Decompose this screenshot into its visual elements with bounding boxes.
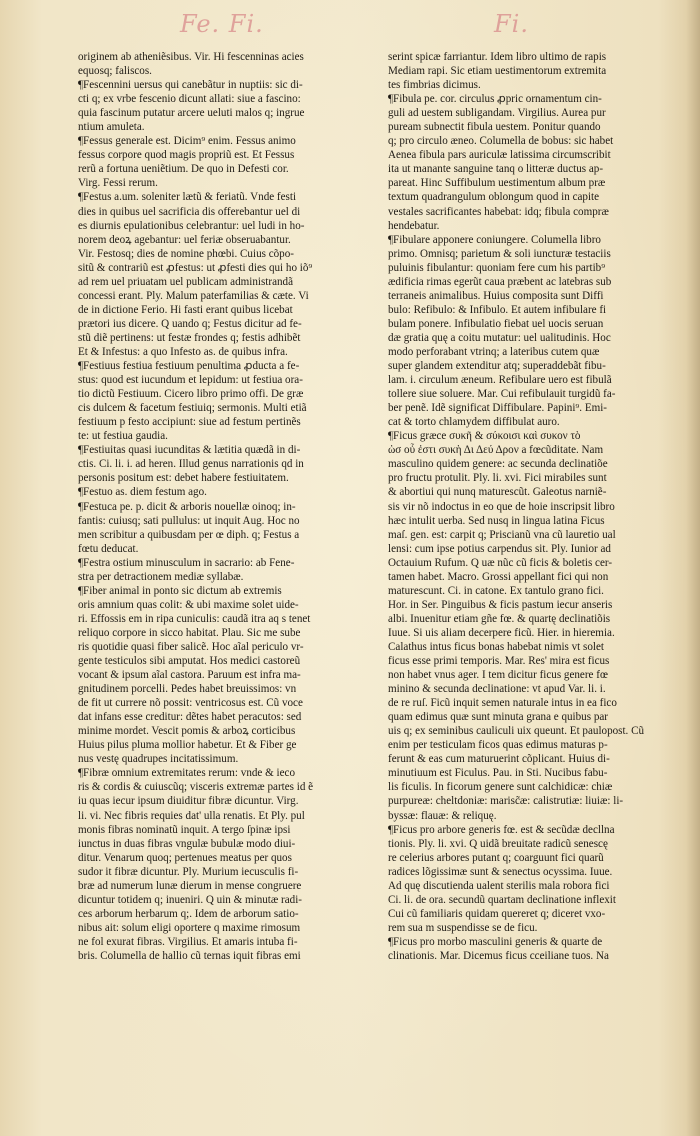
text-line: uis q; ex seminibus cauliculi uix queunt. Et paulopost. Cũ	[388, 725, 645, 738]
text-line: bris. Columella de hallio cũ ternas iquit fibras emi	[78, 950, 301, 962]
text-line: stra per detractionem mediæ syllabæ.	[78, 570, 244, 583]
text-line: enim per testiculam ficos quas edimus maturas p-	[388, 739, 608, 752]
text-line: super glandem extenditur atq; superaddebãt fibu-	[388, 360, 606, 373]
text-line: concessi erant. Ply. Malum paterfamilias & cæte. Vi	[78, 289, 309, 302]
text-line: dies in quibus uel sacrificia dis offerebantur uel di	[78, 205, 301, 218]
text-line: ¶Fescennini uersus qui canebãtur in nuptiis: sic di-	[78, 79, 303, 92]
text-line: lis ficulis. In ficorum genere sunt calchidicæ: chiæ	[388, 781, 613, 794]
text-line: ¶Festuca pe. p. dicit & arboris nouellæ oinoq; in-	[78, 500, 296, 513]
text-line: ri. Effossis em in ripa cuniculis: caudã itra aq s tenet	[78, 612, 311, 625]
text-line: de fit ut currere nõ possit: ventricosus est. Cũ voce	[78, 697, 303, 710]
text-line: ctis. Ci. li. i. ad heren. Illud genus narrationis qd in	[78, 458, 304, 471]
text-line: nus vestę quadrupes incitatissimum.	[78, 753, 239, 766]
text-line: bulam ponere. Infibulatio fiebat uel uocis seruan	[388, 317, 604, 330]
text-line: es diurnis epulationibus celebrantur: uel ludi in ho-	[78, 219, 305, 232]
text-line: li. vi. Nec fibris requies dat' ulla renatis. Et Ply. pul	[78, 809, 305, 822]
text-line: bulo: Refibulo: & Infibulo. Et autem infibulare fi	[388, 303, 607, 316]
text-line: puluinis fibulantur: quoniam fere cum his partib⁹	[388, 261, 606, 274]
text-line: pareat. Hinc Suffibulum uestimentum album præ	[388, 177, 606, 190]
text-line: & abortiui qui nunq maturescũt. Galeotus narniẽ-	[388, 486, 607, 499]
text-line: originem ab atheniẽsibus. Vir. Hi fescenninas acies	[78, 51, 304, 63]
text-line: tes fimbrias dicimus.	[388, 79, 481, 92]
text-line: ¶Fessus generale est. Dicim⁹ enim. Fessus animo	[78, 135, 296, 148]
text-line: oris amnium quas colit: & ubi maxime solet uide-	[78, 598, 299, 611]
text-line: ¶Fibræ omnium extremitates rerum: vnde & ieco	[78, 767, 295, 780]
text-column-right	[388, 50, 688, 963]
page-heading-right: Fi.	[494, 10, 529, 38]
text-line: minutiuum est Ficulus. Pau. in Sti. Nucibus fabu-	[388, 767, 608, 780]
text-line: ὡσ οὗ ἐστι συκὴ Δι Δεύ Δρον a fœcũditate. Nam	[388, 444, 604, 457]
text-line: hendebatur.	[388, 219, 440, 232]
text-line: pro fructu protulit. Ply. li. xvi. Fici mirabiles sunt	[388, 472, 607, 485]
text-line: gente testiculos sibi amputat. Hos medici castoreũ	[78, 655, 301, 668]
text-line: lam. i. circulum æneum. Refibulare uero est fibulã	[388, 374, 612, 387]
text-line: hæc intulit uerba. Sed nusq in lingua latina Ficus	[388, 514, 605, 527]
text-line: Calathus intus ficus bonas habebat nimis vt solet	[388, 640, 604, 653]
text-line: cat & torto chlamydem diffibulat auro.	[388, 416, 560, 429]
text-line: minino & secunda declinatione: vt apud Var. li. i.	[388, 683, 606, 696]
text-line: Cui cũ familiaris quidam quereret q; diceret vxo-	[388, 907, 606, 920]
text-line: textum quadrangulum oblongum quod in capite	[388, 191, 600, 204]
text-line: Vir. Festosq; dies de nomine phœbi. Cuius cõpo-	[78, 247, 294, 260]
text-line: non habet vnus ager. I tem dicitur ficus genere fœ	[388, 669, 608, 682]
text-line: cis dulcem & facetum festiuiq; sermonis. Multi etiã	[78, 402, 307, 415]
text-line: iu quas iecur ipsum diuiditur fibræ dicuntur. Virg.	[78, 795, 299, 808]
text-line: guli ad uestem subligandam. Virgilius. Aurea pur	[388, 107, 606, 120]
page-heading-left: Fe. Fi.	[180, 10, 264, 38]
text-line: maſ. gen. est: carpit q; Priscianũ vna cũ lauretio ual	[388, 528, 616, 541]
text-line: ¶Fibula pe. cor. circulus ꝓpric ornamentum cin-	[388, 93, 602, 106]
text-line: ces arborum herbarum q;. Idem de arborum satio-	[78, 907, 299, 920]
text-line: Et & Infestus: a quo Infesto as. de quibus infra.	[78, 345, 288, 358]
text-line: ¶Ficus græce συκῆ & σύκοισι καὶ συκον τὸ	[388, 430, 581, 443]
text-line: reliquo corpore in sicco habitat. Plau. Sic me sube	[78, 626, 301, 639]
text-line: ficus esse primi temporis. Mar. Res' mira est ficus	[388, 655, 610, 668]
text-line: tamen habet. Macro. Grossi appellant fici qui non	[388, 570, 609, 583]
text-line: te: ut festiua gaudia.	[78, 430, 168, 443]
text-line: festiuum p festo accipiunt: siue ad festum pertinẽs	[78, 416, 301, 429]
text-line: dæ gratia quę a coitu mutatur: uel ualitudinis. Hoc	[388, 331, 611, 344]
text-line: sitũ & contrariũ est ꝓfestus: ut ꝓfesti dies qui ho iõ⁹	[78, 261, 313, 274]
text-line: clinationis. Mar. Dicemus ficus cceiliane tuos. Na	[388, 950, 609, 962]
text-line: serint spicæ farriantur. Idem libro ultimo de rapis	[388, 51, 607, 63]
text-column-left	[78, 50, 364, 963]
text-line: radices lõgissimæ sunt & senectus ocyssima. Iuue.	[388, 865, 613, 878]
text-line: stus: quod est iucundum et lepidum: ut festiua ora-	[78, 374, 303, 387]
text-line: minime mordet. Vescit pomis & arboꝝ corticibus	[78, 725, 296, 738]
text-line: Iuue. Si uis aliam decerpere ficũ. Hier. in hieremia.	[388, 626, 615, 639]
text-line: ferunt & eas cum maturuerint cõplicant. Huius di-	[388, 753, 610, 766]
text-line: gnitudinem porcelli. Pedes habet breuissimos: vn	[78, 683, 297, 696]
text-line: ¶Festuo as. diem festum ago.	[78, 486, 207, 499]
text-line: Mediam rapi. Sic etiam uestimentorum extremita	[388, 65, 607, 78]
text-line: ntium amuleta.	[78, 121, 145, 134]
text-line: de in dictione Ferio. Hi fasti erant quibus licebat	[78, 303, 293, 316]
text-line: quam edimus quæ sunt minuta grana e quibus par	[388, 711, 608, 724]
text-line: stũ diẽ pertinens: ut festæ frondes q; festis adhibẽt	[78, 331, 301, 344]
text-line: Hor. in Ser. Pinguibus & ficis pastum iecur anseris	[388, 598, 613, 611]
text-line: monis fibras nominatũ inquit. A tergo ſpinæ ipsi	[78, 823, 291, 836]
text-line: puream subnectit fibula uestem. Ponitur quando	[388, 121, 601, 134]
text-line: ¶Festiuus festiua festiuum penultima ꝓducta a fe-	[78, 360, 300, 373]
text-line: ¶Fiber animal in ponto sic dictum ab extremis	[78, 584, 282, 597]
text-line: Virg. Fessi rerum.	[78, 177, 158, 190]
text-line: Huius pilus pluma mollior habetur. Et & Fiber ge	[78, 739, 297, 752]
text-line: Ci. li. de ora. secundũ quartam declinatione inflexit	[388, 893, 616, 906]
text-line: ris & cordis & cuiuscũq; visceris extremæ partes id ẽ	[78, 781, 314, 794]
text-line: byssæ: flauæ: & reliquę.	[388, 809, 497, 822]
text-line: primo. Omnisq; parietum & soli iuncturæ testaciis	[388, 247, 611, 260]
text-line: ris quotidie quasi fiber salicẽ. Hoc aĩal periculo vr-	[78, 640, 304, 653]
text-line: re celerius arbores putant q; coarguunt fici quarũ	[388, 851, 604, 864]
text-line: fessus corpore quod magis propriũ est. Et Fessus	[78, 149, 295, 162]
text-line: tionis. Ply. li. xvi. Q uidã breuitate radicũ senescę	[388, 837, 608, 850]
text-line: purpureæ: cheltdoniæ: marisc̃æ: calistrutiæ: liuiæ: li-	[388, 795, 624, 808]
text-line: personis positum est: debet habere festiuitatem.	[78, 472, 289, 485]
text-line: ¶Ficus pro arbore generis fœ. est & secũdæ decllna	[388, 823, 615, 836]
text-line: Aenea fibula pars auriculæ latissima circumscribit	[388, 149, 611, 162]
text-line: Octauium Rufum. Q uæ nũc cũ ficis & boletis cer-	[388, 556, 613, 569]
text-line: sudor it fibræ dicuntur. Ply. Murium iecusculis fi-	[78, 865, 299, 878]
text-line: tollere siue soluere. Mar. Cui refibulauit turgidũ fa-	[388, 388, 616, 401]
text-line: ¶Fibulare apponere coniungere. Columella libro	[388, 233, 601, 246]
text-line: masculino quidem genere: ac secunda declinatiõe	[388, 458, 608, 471]
text-line: quia fascinum putatur arcere ueluti malos q; ingrue	[78, 107, 305, 120]
text-line: albi. Inuenitur etiam gñe fœ. & quartę declinatiõis	[388, 612, 611, 625]
text-line: ne fol exurat fibras. Virgilius. Et amaris intuba fi-	[78, 935, 298, 948]
text-line: q; pro circulo æneo. Columella de bobus: sic habet	[388, 135, 614, 148]
page-edge-shadow	[686, 0, 700, 1136]
text-line: dicuntur totidem q; inueniri. Q uin & minutæ radi-	[78, 893, 303, 906]
text-line: equosq; faliscos.	[78, 65, 152, 78]
text-line: ad rem uel priuatam uel publicam administrandã	[78, 275, 294, 288]
text-line: vestales sacrificantes habebat: idq; fibula compræ	[388, 205, 609, 218]
text-line: men scribitur a quibusdam per œ diph. q; Festus a	[78, 528, 300, 541]
text-line: ita ut manante sanguine tanq o litteræ ductus ap-	[388, 163, 604, 176]
text-line: ¶Festiuitas quasi iucunditas & lætitia quædã in di-	[78, 444, 301, 457]
text-line: lensi: cum ipse potius carpendus sit. Ply. Iunior ad	[388, 542, 611, 555]
text-line: ber penẽ. Idẽ significat Diffibulare. Papini⁹. Emi-	[388, 402, 607, 415]
text-line: ¶Festus a.um. soleniter lætũ & feriatũ. Vnde festi	[78, 191, 297, 204]
text-line: nibus ait: solum eligi oportere q maxime rimosum	[78, 921, 301, 934]
text-line: vocant & ipsum aĩal castora. Paruum est infra ma-	[78, 669, 301, 682]
text-line: cti q; ex vrbe fescenio dicunt allati: siue a fascino:	[78, 93, 301, 106]
text-line: terraneis animalibus. Huius composita sunt Diffi	[388, 289, 604, 302]
text-line: dat infans esse creditur: dẽtes habet peracutos: sed	[78, 711, 302, 724]
text-line: sis vir nõ indoctus in eo que de hoie inscripsit libro	[388, 500, 615, 513]
text-line: norem deoꝝ agebantur: uel feriæ obseruabantur.	[78, 233, 291, 246]
text-line: iunctus in duas fibras vngulæ bubulæ modo diui-	[78, 837, 296, 850]
text-line: fœtu deducat.	[78, 542, 139, 555]
text-line: bræ ad numerum lunæ dierum in mense congruere	[78, 879, 302, 892]
text-line: modo perforabant vtrinq; a lateribus cutem quæ	[388, 345, 600, 358]
text-line: Ad quę discutienda ualent sterilis mala robora fici	[388, 879, 610, 892]
text-line: rerũ a fortuna ueniẽtium. De quo in Defesti cor.	[78, 163, 289, 176]
text-line: prætori ius dicere. Q uando q; Festus dicitur ad fe-	[78, 317, 302, 330]
text-line: ¶Ficus pro morbo masculini generis & quarte de	[388, 935, 603, 948]
text-line: ¶Festra ostium minusculum in sacrario: ab Fene-	[78, 556, 295, 569]
text-line: maturescunt. Ci. in catone. Ex tantulo grano fici.	[388, 584, 604, 597]
text-line: de re ruſ. Ficũ inquit semen naturale intus in ea fico	[388, 697, 617, 710]
text-line: rem sua m suspendisse se de ficu.	[388, 921, 538, 934]
text-line: ædificia rimas egerũt caua præbent ac latebras sub	[388, 275, 612, 288]
text-line: tio dictũ Festiuum. Cicero libro primo offi. De græ	[78, 388, 304, 401]
text-line: fantis: cuiusq; sati pullulus: ut inquit Aug. Hoc no	[78, 514, 300, 527]
text-line: ditur. Venarum quoq; pertenues meatus per quos	[78, 851, 292, 864]
